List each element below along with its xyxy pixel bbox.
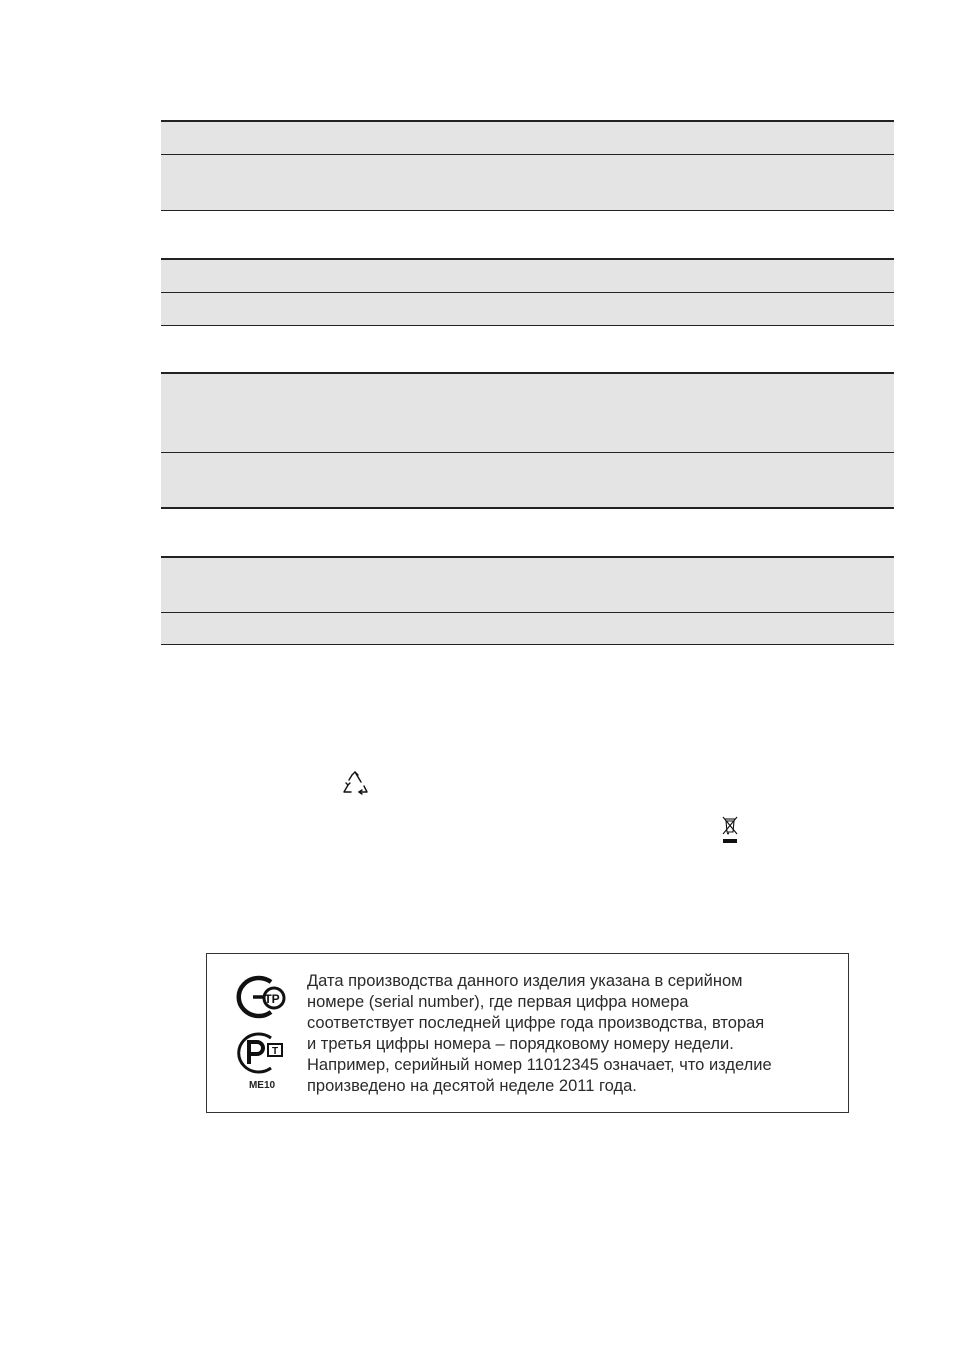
table-bottom-rule <box>161 507 894 509</box>
table-row <box>161 260 894 292</box>
table-row <box>161 155 894 210</box>
table-row <box>161 293 894 325</box>
info-line-4: и третья цифры номера – порядковому номеру недели. <box>307 1035 734 1053</box>
spec-table-2 <box>161 258 894 328</box>
pct-mark-letter: Т <box>271 1046 279 1057</box>
table-row <box>161 374 894 452</box>
info-line-5: Например, серийный номер 11012345 означает, что изделие <box>307 1056 772 1074</box>
info-line-3: соответствует последней цифре года производства, вторая <box>307 1014 765 1032</box>
table-bottom-rule <box>161 210 894 211</box>
table-bottom-rule <box>161 644 894 645</box>
table-row <box>161 613 894 644</box>
production-date-info-box <box>206 953 849 1113</box>
ctp-mark-letters: ТР <box>264 992 280 1006</box>
eac-ctp-mark-icon <box>231 974 293 1020</box>
mark-code-label: ME10 <box>248 1080 276 1091</box>
spec-table-3 <box>161 372 894 510</box>
crossed-bin-icon <box>720 814 740 844</box>
table-bottom-rule <box>161 325 894 326</box>
spec-table-4 <box>161 556 894 648</box>
info-line-6: произведено на десятой неделе 2011 года. <box>307 1077 637 1095</box>
info-line-2: номере (serial number), где первая цифра номера <box>307 993 689 1011</box>
info-line-1: Дата производства данного изделия указана в серийном <box>307 972 743 990</box>
spec-table-1 <box>161 120 894 212</box>
table-row <box>161 558 894 612</box>
spec-tables <box>161 0 894 660</box>
gost-r-pct-mark-icon <box>231 1030 293 1076</box>
table-row <box>161 122 894 154</box>
recycle-icon <box>340 770 370 800</box>
certification-marks <box>229 974 295 1094</box>
table-row <box>161 453 894 507</box>
production-date-text <box>307 971 837 1097</box>
